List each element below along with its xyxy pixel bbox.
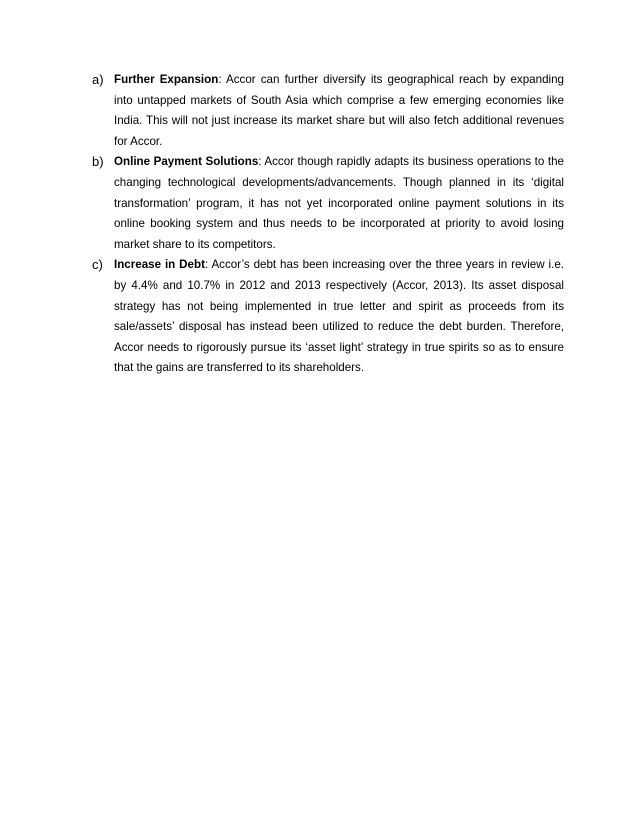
list-item-online-payment-solutions — [92, 152, 564, 255]
list-marker: a) — [92, 72, 104, 87]
item-text: : Accor’s debt has been increasing over the three years in review i.e. by 4.4% and 10.7% in 2012 and 2013 respectively (Accor, 2013). Its asset disposal strategy has not being implemented in true letter and spirit as proceeds from its sale/assets’ disposal has instead been utilized to reduce the debt burden. Therefore, Accor needs to rigorously pursue its ‘asset light’ strategy in true spirits so as to ensure that the gains are transferred to its shareholders. — [114, 258, 564, 375]
lettered-list — [92, 70, 564, 379]
list-item-increase-in-debt — [92, 255, 564, 379]
item-heading: Online Payment Solutions — [114, 155, 259, 169]
item-heading: Increase in Debt — [114, 258, 205, 272]
item-text: : Accor though rapidly adapts its business operations to the changing technological developments/advancements. Though planned in its ‘digital transformation’ program, it has not yet incorporated online payment solutions in its online booking system and thus needs to be incorporated at priority to avoid losing market share to its competitors. — [114, 155, 564, 251]
item-text: : Accor can further diversify its geographical reach by expanding into untapped markets of South Asia which comprise a few emerging economies like India. This will not just increase its market share but will also fetch additional revenues for Accor. — [114, 73, 564, 148]
list-item-further-expansion — [92, 70, 564, 152]
list-marker: c) — [92, 257, 103, 273]
list-marker: b) — [92, 154, 104, 170]
item-heading: Further Expansion — [114, 73, 219, 86]
